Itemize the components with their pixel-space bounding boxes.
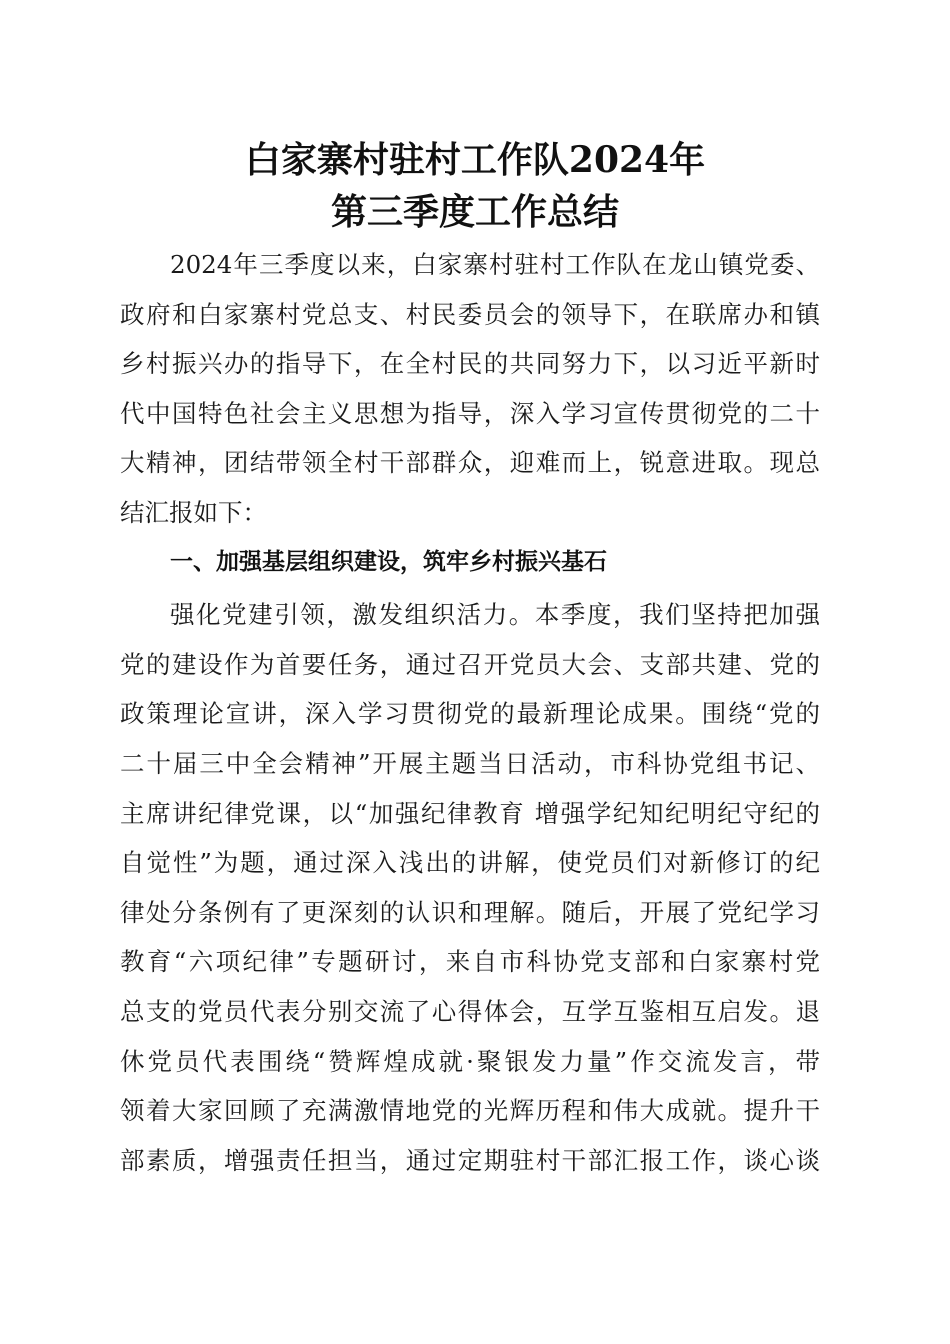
- section-1-line: 主席讲纪律党课，以“加强纪律教育 增强学纪知纪明纪守纪的: [120, 798, 820, 828]
- section-1-line: 自觉性”为题，通过深入浅出的讲解，使党员们对新修订的纪: [120, 848, 820, 878]
- intro-line: 大精神，团结带领全村干部群众，迎难而上，锐意进取。现总: [120, 448, 820, 478]
- section-1-line: 二十届三中全会精神”开展主题当日活动，市科协党组书记、: [120, 748, 820, 778]
- section-1-line: 休党员代表围绕“赞辉煌成就·聚银发力量”作交流发言，带: [120, 1046, 820, 1076]
- section-1-line: 强化党建引领，激发组织活力。本季度，我们坚持把加强: [170, 600, 820, 630]
- intro-line: 2024年三季度以来，白家寨村驻村工作队在龙山镇党委、: [170, 250, 820, 279]
- document-body: [120, 240, 820, 1185]
- intro-line: 结汇报如下：: [120, 497, 267, 527]
- section-1-line: 教育“六项纪律”专题研讨，来自市科协党支部和白家寨村党: [120, 947, 820, 977]
- section-1-line: 政策理论宣讲，深入学习贯彻党的最新理论成果。围绕“党的: [120, 699, 820, 729]
- section-1-line: 部素质，增强责任担当，通过定期驻村干部汇报工作，谈心谈: [120, 1145, 820, 1175]
- document-title-line-2: 第三季度工作总结: [330, 191, 619, 233]
- section-1-line: 总支的党员代表分别交流了心得体会，互学互鉴相互启发。退: [120, 996, 820, 1026]
- section-1-heading: 一、加强基层组织建设，筑牢乡村振兴基石: [170, 548, 607, 575]
- document-title-line-1: 白家寨村驻村工作队2024年: [244, 139, 706, 181]
- intro-line: 政府和白家寨村党总支、村民委员会的领导下，在联席办和镇: [120, 299, 820, 329]
- intro-line: 乡村振兴办的指导下，在全村民的共同努力下，以习近平新时: [120, 349, 820, 379]
- section-1-line: 律处分条例有了更深刻的认识和理解。随后，开展了党纪学习: [120, 897, 820, 927]
- section-1-line: 党的建设作为首要任务，通过召开党员大会、支部共建、党的: [120, 649, 820, 679]
- section-1-line: 领着大家回顾了充满激情地党的光辉历程和伟大成就。提升干: [120, 1096, 820, 1126]
- intro-line: 代中国特色社会主义思想为指导，深入学习宣传贯彻党的二十: [120, 398, 820, 428]
